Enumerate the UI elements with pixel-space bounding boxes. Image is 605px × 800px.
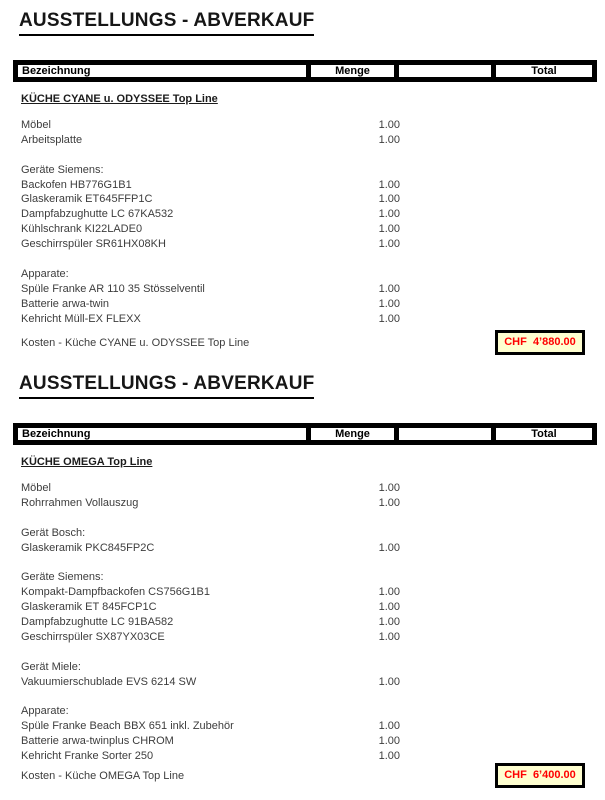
row-label: Kehricht Müll-EX FLEXX: [21, 312, 141, 325]
column-header-blank: [399, 65, 491, 77]
row-quantity: 1.00: [378, 720, 400, 733]
row-label: Geschirrspüler SR61HX08KH: [21, 238, 166, 251]
column-header-menge: Menge: [311, 428, 394, 440]
table-row: [0, 268, 605, 283]
row-label: Spüle Franke Beach BBX 651 inkl. Zubehör: [21, 720, 234, 733]
row-quantity: 1.00: [378, 630, 400, 643]
row-quantity: 1.00: [378, 586, 400, 599]
row-label: Backofen HB776G1B1: [21, 178, 132, 191]
row-quantity: 1.00: [378, 750, 400, 763]
row-label: Batterie arwa-twin: [21, 297, 110, 310]
cost-label: Kosten - Küche OMEGA Top Line: [21, 770, 185, 782]
table-row: [0, 542, 605, 557]
cost-label: Kosten - Küche CYANE u. ODYSSEE Top Line: [21, 337, 250, 349]
table-row: [0, 134, 605, 149]
row-quantity: 1.00: [378, 297, 400, 310]
table-row: [0, 601, 605, 616]
row-quantity: 1.00: [378, 193, 400, 206]
row-label: Rohrrahmen Vollauszug: [21, 496, 139, 509]
kitchen-title: KÜCHE OMEGA Top Line: [21, 456, 153, 468]
table-row: [0, 690, 605, 705]
row-label: Geräte Siemens:: [21, 571, 104, 584]
item-rows: [0, 482, 605, 765]
row-label: Gerät Bosch:: [21, 526, 86, 539]
row-label: Batterie arwa-twinplus CHROM: [21, 735, 174, 748]
table-row: [0, 298, 605, 313]
cost-total-badge: CHF 6’400.00: [495, 763, 585, 788]
table-row: [0, 661, 605, 676]
row-label: Dampfabzughutte LC 67KA532: [21, 208, 174, 221]
row-label: Dampfabzughutte LC 91BA582: [21, 616, 174, 629]
row-label: Geräte Siemens:: [21, 163, 104, 176]
table-row: [0, 527, 605, 542]
row-quantity: 1.00: [378, 496, 400, 509]
cost-row: [0, 330, 605, 356]
column-header-bezeichnung: Bezeichnung: [18, 65, 306, 77]
table-row: [0, 676, 605, 691]
row-quantity: 1.00: [378, 482, 400, 494]
row-label: Arbeitsplatte: [21, 133, 83, 146]
cost-total-badge: CHF 4’880.00: [495, 330, 585, 355]
row-quantity: 1.00: [378, 601, 400, 614]
row-quantity: 1.00: [378, 238, 400, 251]
table-row: [0, 616, 605, 631]
table-row: [0, 208, 605, 223]
row-label: Apparate:: [21, 705, 69, 718]
table-row: [0, 631, 605, 646]
table-row: [0, 149, 605, 164]
row-quantity: 1.00: [378, 178, 400, 191]
table-row: [0, 313, 605, 328]
page-title: AUSSTELLUNGS - ABVERKAUF: [19, 10, 314, 36]
page-title: AUSSTELLUNGS - ABVERKAUF: [19, 373, 314, 399]
table-row: [0, 735, 605, 750]
row-quantity: 1.00: [378, 133, 400, 146]
column-header-total: Total: [496, 65, 592, 77]
row-label: Möbel: [21, 119, 51, 131]
row-label: Kühlschrank KI22LADE0: [21, 223, 143, 236]
table-row: [0, 720, 605, 735]
item-rows: [0, 119, 605, 327]
table-row: [0, 646, 605, 661]
table-row: [0, 705, 605, 720]
row-quantity: 1.00: [378, 541, 400, 554]
row-quantity: 1.00: [378, 282, 400, 295]
row-label: Glaskeramik ET645FFP1C: [21, 193, 153, 206]
table-row: [0, 283, 605, 298]
row-quantity: 1.00: [378, 616, 400, 629]
row-label: Glaskeramik ET 845FCP1C: [21, 601, 157, 614]
column-header-blank: [399, 428, 491, 440]
row-label: Geschirrspüler SX87YX03CE: [21, 630, 165, 643]
table-row: [0, 119, 605, 134]
row-label: Vakuumierschublade EVS 6214 SW: [21, 675, 197, 688]
table-row: [0, 571, 605, 586]
row-quantity: 1.00: [378, 312, 400, 325]
table-row: [0, 193, 605, 208]
kitchen-title: KÜCHE CYANE u. ODYSSEE Top Line: [21, 93, 218, 105]
table-row: [0, 556, 605, 571]
table-row: [0, 238, 605, 253]
table-header: [13, 423, 597, 445]
table-row: [0, 482, 605, 497]
row-label: Gerät Miele:: [21, 660, 81, 673]
row-quantity: 1.00: [378, 119, 400, 131]
table-row: [0, 586, 605, 601]
cost-row: [0, 763, 605, 789]
row-label: Glaskeramik PKC845FP2C: [21, 541, 155, 554]
column-header-bezeichnung: Bezeichnung: [18, 428, 306, 440]
table-row: [0, 164, 605, 179]
table-row: [0, 512, 605, 527]
table-row: [0, 253, 605, 268]
row-quantity: 1.00: [378, 223, 400, 236]
row-label: Möbel: [21, 482, 51, 494]
row-label: Spüle Franke AR 110 35 Stösselventil: [21, 282, 205, 295]
row-label: Kompakt-Dampfbackofen CS756G1B1: [21, 586, 210, 599]
row-label: Apparate:: [21, 267, 69, 280]
row-label: Kehricht Franke Sorter 250: [21, 750, 154, 763]
table-header: [13, 60, 597, 82]
table-row: [0, 497, 605, 512]
row-quantity: 1.00: [378, 735, 400, 748]
row-quantity: 1.00: [378, 208, 400, 221]
table-row: [0, 179, 605, 194]
column-header-total: Total: [496, 428, 592, 440]
table-row: [0, 223, 605, 238]
row-quantity: 1.00: [378, 675, 400, 688]
column-header-menge: Menge: [311, 65, 394, 77]
